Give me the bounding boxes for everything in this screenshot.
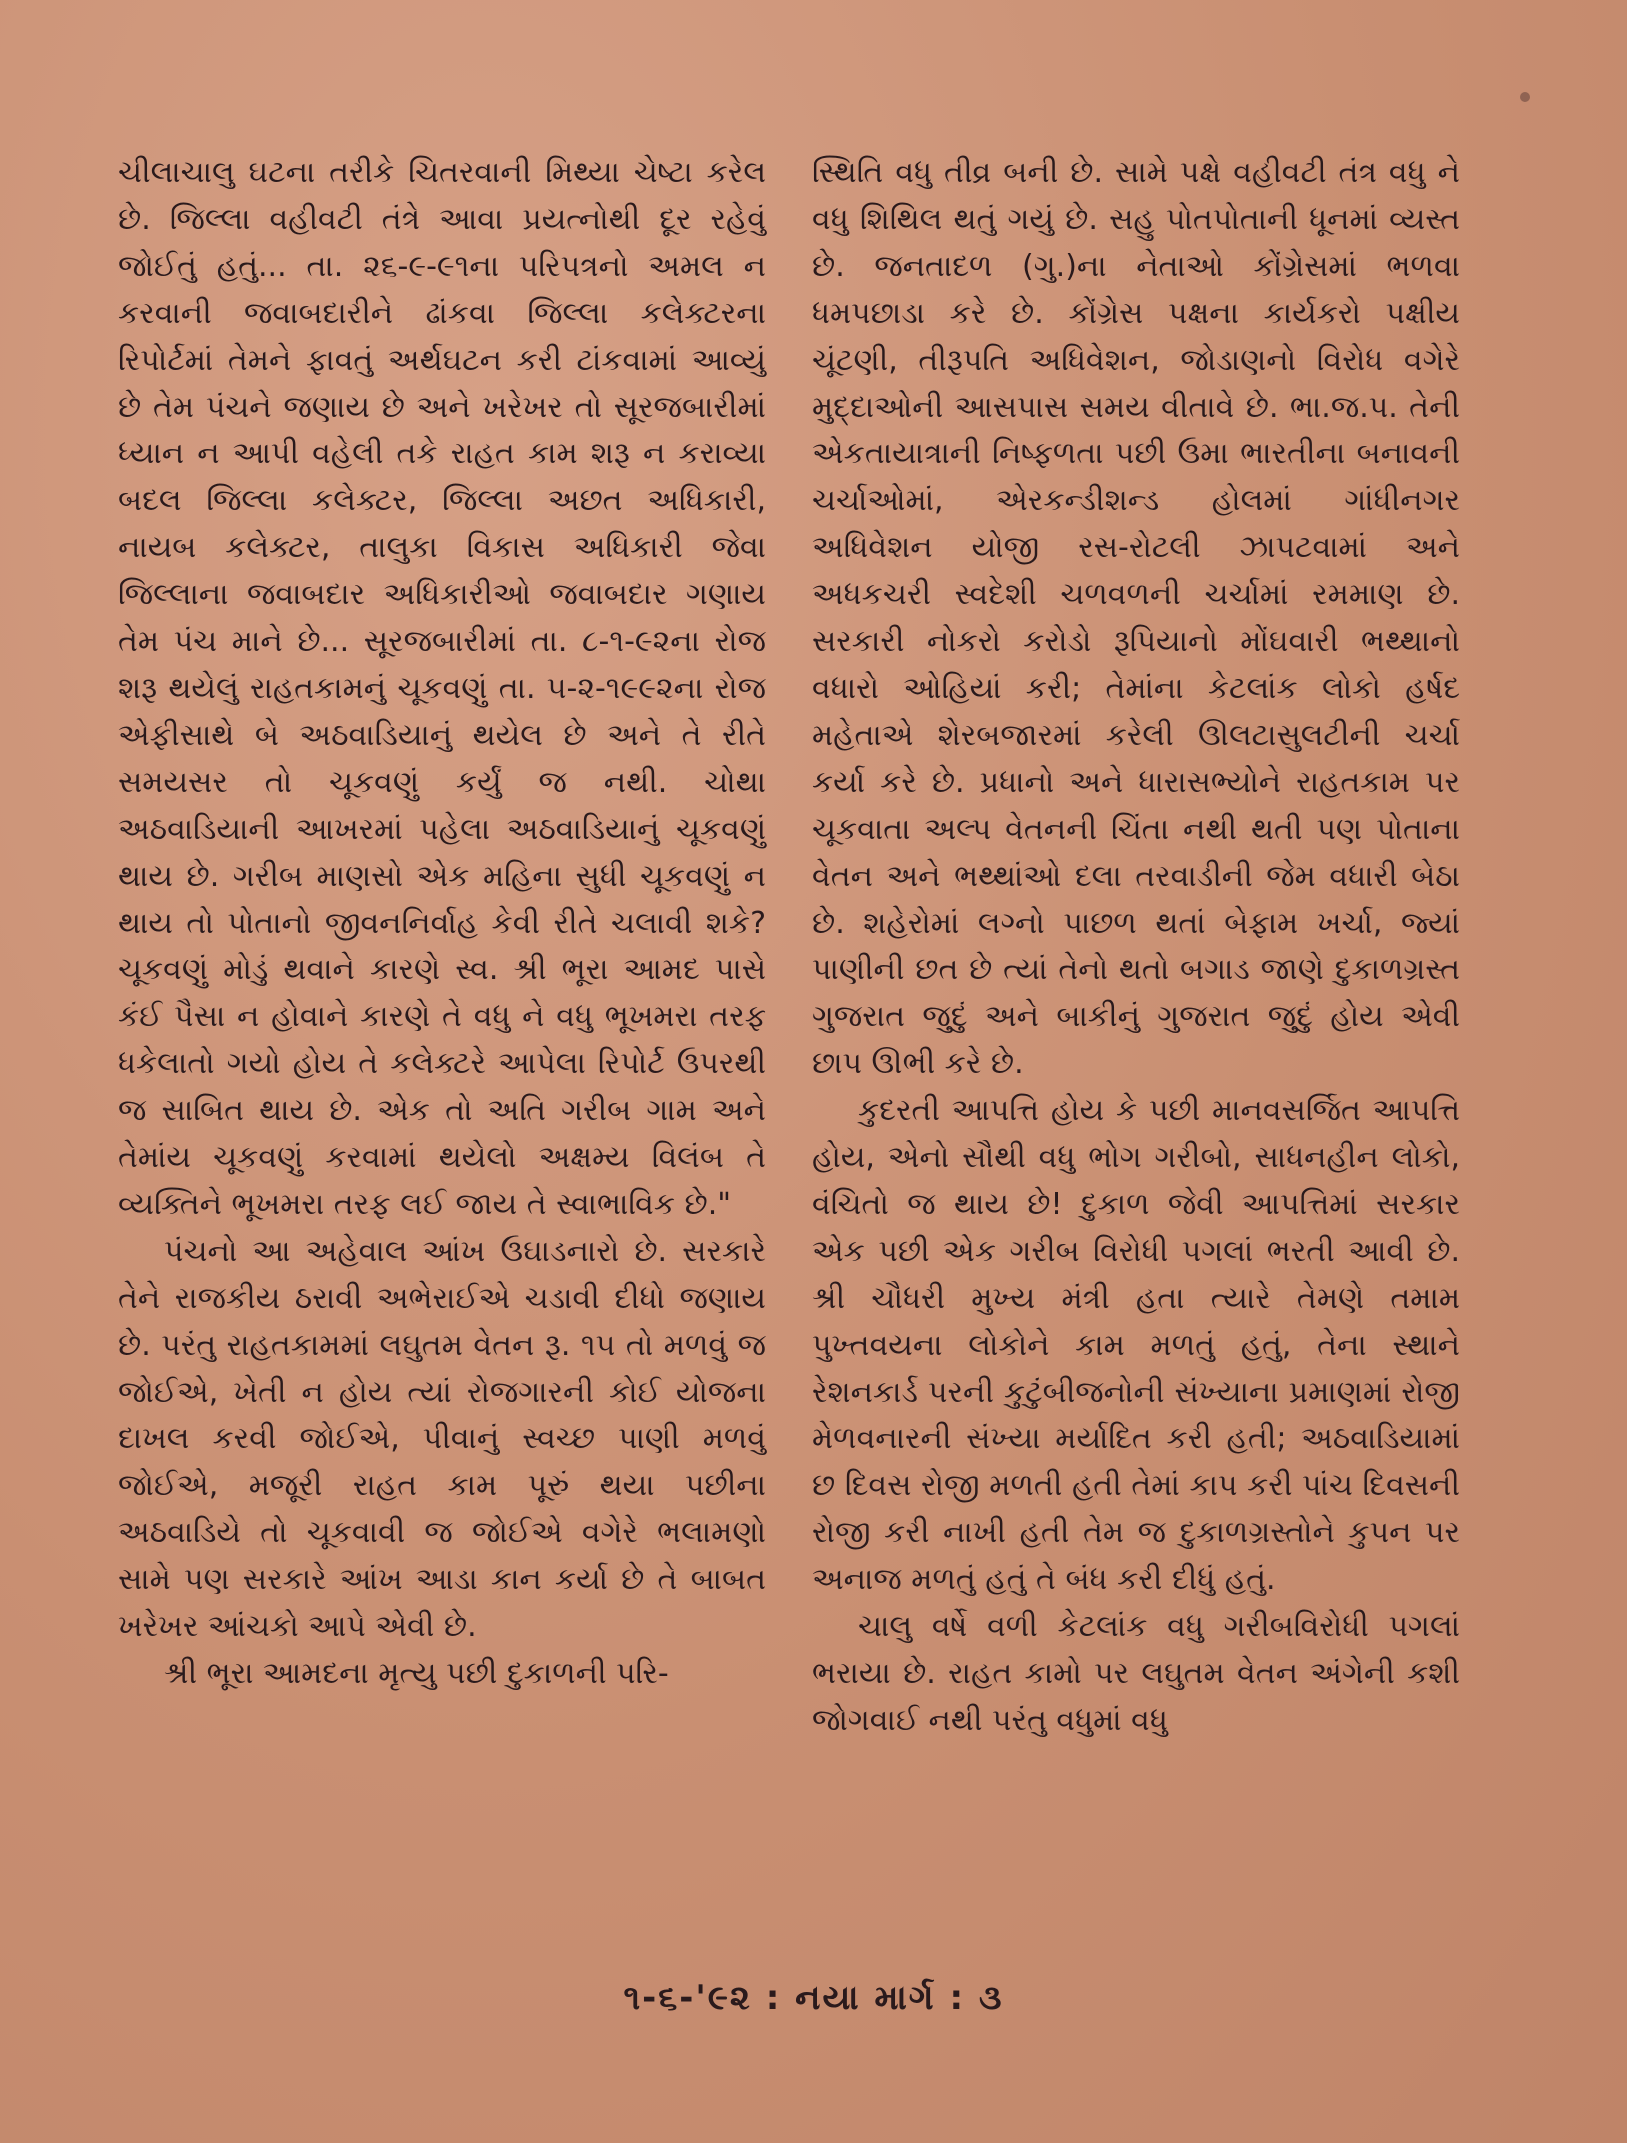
right-paragraph-1: સ્થિતિ વધુ તીવ્ર બની છે. સામે પક્ષે વહીવટી તંત્ર વધુ ને વધુ શિથિલ થતું ગયું છે. સહુ પોતપોતાની ધૂનમાં વ્યસ્ત છે. જનતાદળ (ગુ.)ના નેતાઓ કોંગ્રેસમાં ભળવા ધમપછાડા કરે છે. કોંગ્રેસ પક્ષના કાર્યકરો પક્ષીય ચૂંટણી, તીરૂપતિ અધિવેશન, જોડાણનો વિરોધ વગેરે મુદ્દાઓની આસપાસ સમય વીતાવે છે. ભા.જ.પ. તેની એકતાયાત્રાની નિષ્ફળતા પછી ઉમા ભારતીના બનાવની ચર્ચાઓમાં, એરકન્ડીશન્ડ હોલમાં ગાંધીનગર અધિવેશન યોજી રસ-રોટલી ઝાપટવામાં અને અધકચરી સ્વદેશી ચળવળની ચર્ચામાં રમમાણ છે. સરકારી નોકરો કરોડો રૂપિયાનો મોંઘવારી ભથ્થાનો વધારો ઓહિયાં કરી; તેમાંના કેટલાંક લોકો હર્ષદ મહેતાએ શેરબજારમાં કરેલી ઊલટાસુલટીની ચર્ચા કર્યા કરે છે. પ્રધાનો અને ધારાસભ્યોને રાહતકામ પર ચૂકવાતા અલ્પ વેતનની ચિંતા નથી થતી પણ પોતાના વેતન અને ભથ્થાંઓ દલા તરવાડીની જેમ વધારી બેઠા છે. શહેરોમાં લગ્નો પાછળ થતાં બેફામ ખર્ચા, જ્યાં પાણીની છત છે ત્યાં તેનો થતો બગાડ જાણે દુકાળગ્રસ્ત ગુજરાત જુદું અને બાકીનું ગુજરાત જુદું હોય એવી છાપ ઊભી કરે છે. bbox=[812, 155, 1460, 1082]
right-paragraph-3: ચાલુ વર્ષે વળી કેટલાંક વધુ ગરીબવિરોધી પગલાં ભરાયા છે. રાહત કામો પર લઘુતમ વેતન અંગેની કશી જોગવાઈ નથી પરંતુ વધુમાં વધુ bbox=[812, 1609, 1460, 1738]
left-paragraph-1: ચીલાચાલુ ઘટના તરીકે ચિતરવાની મિથ્યા ચેષ્ટા કરેલ છે. જિલ્લા વહીવટી તંત્રે આવા પ્રયત્નોથી દૂર રહેવું જોઈતું હતું... તા. ૨૬-૯-૯૧ના પરિપત્રનો અમલ ન કરવાની જવાબદારીને ઢાંકવા જિલ્લા કલેક્ટરના રિપોર્ટમાં તેમને ફાવતું અર્થઘટન કરી ટાંકવામાં આવ્યું છે તેમ પંચને જણાય છે અને ખરેખર તો સૂરજબારીમાં ધ્યાન ન આપી વહેલી તકે રાહત કામ શરૂ ન કરાવ્યા બદલ જિલ્લા કલેક્ટર, જિલ્લા અછત અધિકારી, નાયબ કલેક્ટર, તાલુકા વિકાસ અધિકારી જેવા જિલ્લાના જવાબદાર અધિકારીઓ જવાબદાર ગણાય તેમ પંચ માને છે... સૂરજબારીમાં તા. ૮-૧-૯૨ના રોજ શરૂ થયેલું રાહતકામનું ચૂકવણું તા. ૫-૨-૧૯૯૨ના રોજ એફીસાથે બે અઠવાડિયાનું થયેલ છે અને તે રીતે સમયસર તો ચૂકવણું કર્યું જ નથી. ચોથા અઠવાડિયાની આખરમાં પહેલા અઠવાડિયાનું ચૂકવણું થાય છે. ગરીબ માણસો એક મહિના સુધી ચૂકવણું ન થાય તો પોતાનો જીવનનિર્વાહ કેવી રીતે ચલાવી શકે? ચૂકવણું મોડું થવાને કારણે સ્વ. શ્રી ભૂરા આમદ પાસે કંઈ પૈસા ન હોવાને કારણે તે વધુ ને વધુ ભૂખમરા તરફ ધકેલાતો ગયો હોય તે કલેક્ટરે આપેલા રિપોર્ટ ઉપરથી જ સાબિત થાય છે. એક તો અતિ ગરીબ ગામ અને તેમાંય ચૂકવણું કરવામાં થયેલો અક્ષમ્ય વિલંબ તે વ્યક્તિને ભૂખમરા તરફ લઈ જાય તે સ્વાભાવિક છે." bbox=[118, 155, 766, 1222]
left-column bbox=[118, 150, 766, 1698]
left-paragraph-3: શ્રી ભૂરા આમદના મૃત્યુ પછી દુકાળની પરિ- bbox=[164, 1656, 669, 1691]
ink-speck bbox=[1520, 92, 1530, 102]
page-footer: ૧-૬-'૯૨ : નયા માર્ગ : ૩ bbox=[623, 1978, 1004, 2018]
left-paragraph-2: પંચનો આ અહેવાલ આંખ ઉઘાડનારો છે. સરકારે તેને રાજકીય ઠરાવી અભેરાઈએ ચડાવી દીધો જણાય છે. પરંતુ રાહતકામમાં લઘુતમ વેતન રૂ. ૧૫ તો મળવું જ જોઈએ, ખેતી ન હોય ત્યાં રોજગારની કોઈ યોજના દાખલ કરવી જોઈએ, પીવાનું સ્વચ્છ પાણી મળવું જોઈએ, મજૂરી રાહત કામ પૂરું થયા પછીના અઠવાડિયે તો ચૂકવાવી જ જોઈએ વગેરે ભલામણો સામે પણ સરકારે આંખ આડા કાન કર્યા છે તે બાબત ખરેખર આંચકો આપે એવી છે. bbox=[118, 1233, 766, 1645]
right-column bbox=[812, 150, 1460, 1745]
right-paragraph-2: કુદરતી આપત્તિ હોય કે પછી માનવસર્જિત આપત્તિ હોય, એનો સૌથી વધુ ભોગ ગરીબો, સાધનહીન લોકો, વંચિતો જ થાય છે! દુકાળ જેવી આપત્તિમાં સરકાર એક પછી એક ગરીબ વિરોધી પગલાં ભરતી આવી છે. શ્રી ચૌધરી મુખ્ય મંત્રી હતા ત્યારે તેમણે તમામ પુખ્તવયના લોકોને કામ મળતું હતું, તેના સ્થાને રેશનકાર્ડ પરની કુટુંબીજનોની સંખ્યાના પ્રમાણમાં રોજી મેળવનારની સંખ્યા મર્યાદિત કરી હતી; અઠવાડિયામાં છ દિવસ રોજી મળતી હતી તેમાં કાપ કરી પાંચ દિવસની રોજી કરી નાખી હતી તેમ જ દુકાળગ્રસ્તોને કુપન પર અનાજ મળતું હતું તે બંધ કરી દીધું હતું. bbox=[812, 1093, 1460, 1598]
